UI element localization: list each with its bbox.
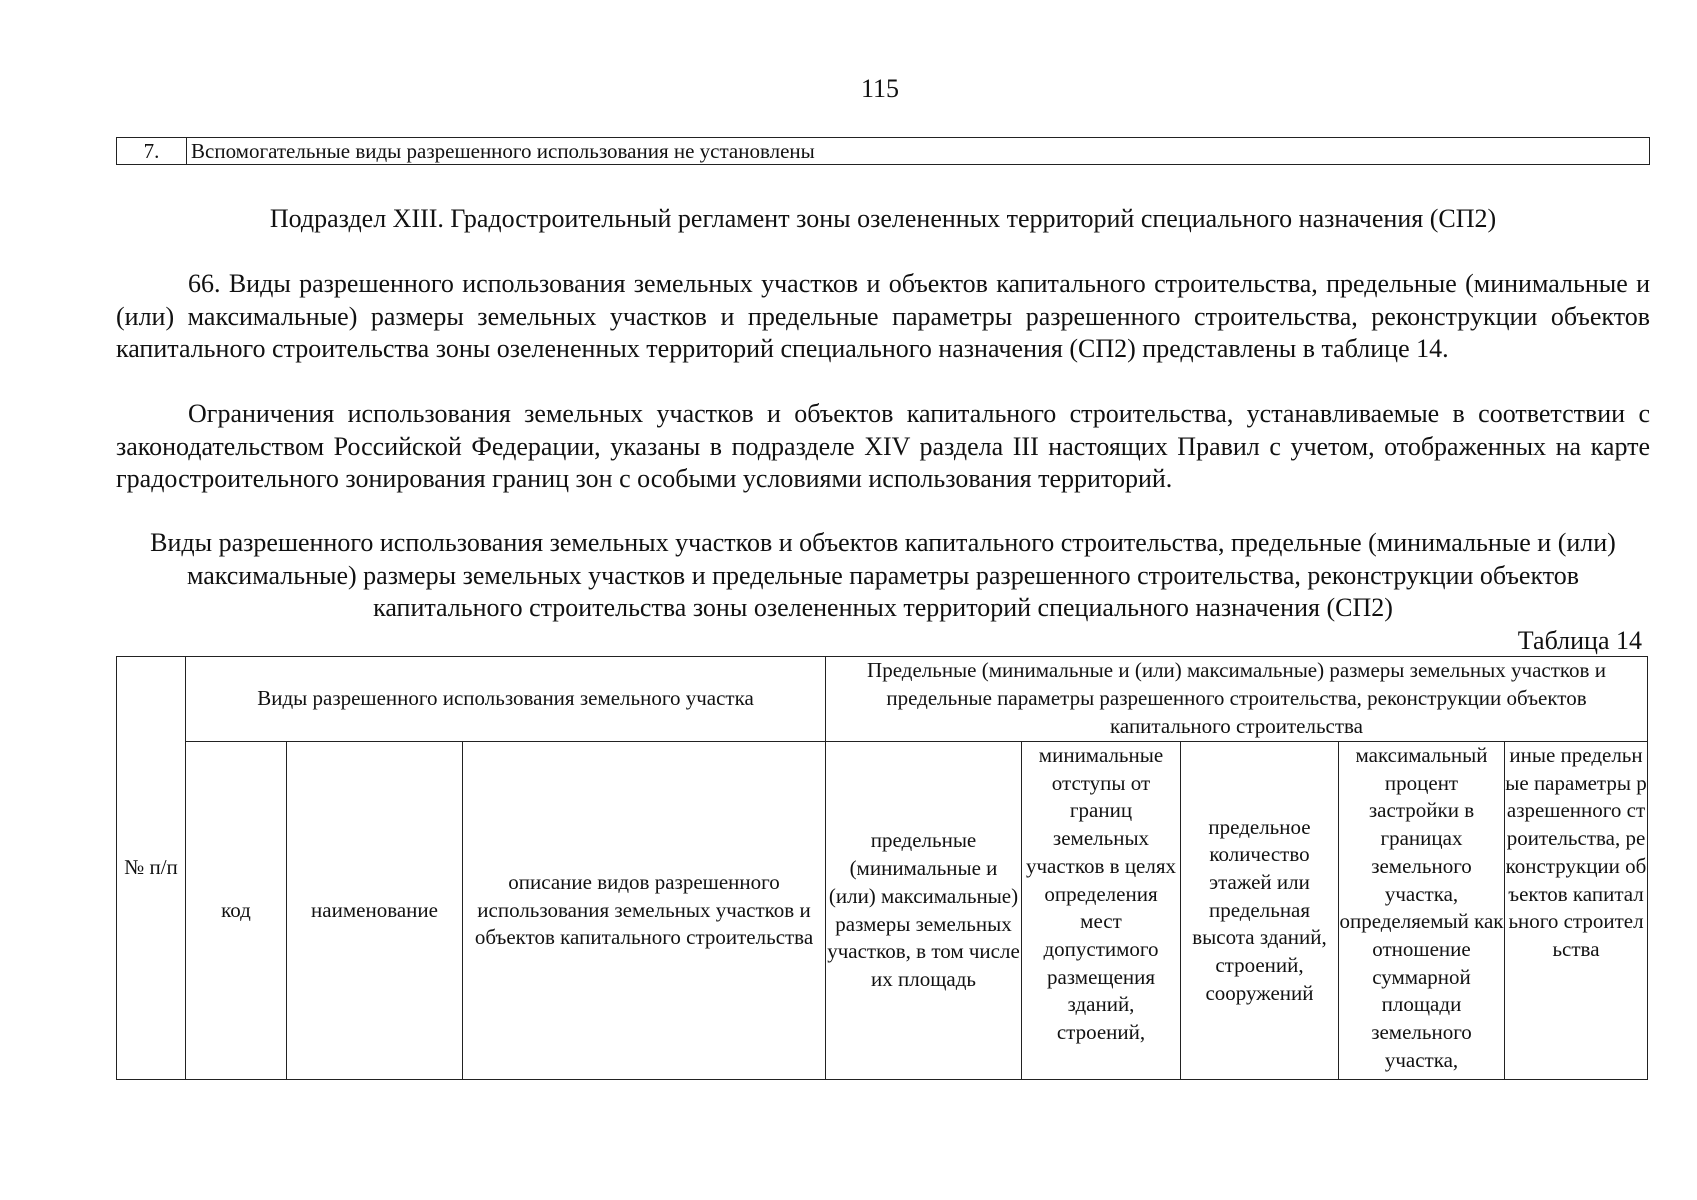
- header-number-text: № п/п: [124, 855, 178, 880]
- row-text: Вспомогательные виды разрешенного использования не установлены: [187, 138, 1650, 165]
- header-limits-group-text: Предельные (минимальные и (или) максимальные) размеры земельных участков и предельные параметры разрешенного строительства, реконструкции объектов капитального строительства: [867, 658, 1606, 738]
- header-limits-group: [826, 657, 1648, 742]
- header-name-text: наименование: [311, 897, 438, 922]
- header-setbacks-text: минимальные отступы от границ земельных участков в целях определения мест допустимого размещения зданий, строений,: [1025, 743, 1177, 1045]
- header-code: [186, 742, 287, 1080]
- page-number: 115: [860, 74, 900, 103]
- header-coverage: [1339, 742, 1505, 1080]
- paragraph-restrictions: [116, 398, 1650, 496]
- header-sizes: [826, 742, 1022, 1080]
- paragraph-66: [116, 268, 1650, 366]
- table-header-row: [117, 742, 1648, 1080]
- table-row: [117, 138, 1650, 165]
- header-name: [287, 742, 463, 1080]
- zoning-table: [116, 656, 1648, 1080]
- continued-table: [116, 137, 1650, 165]
- header-setbacks: [1022, 742, 1181, 1080]
- subsection-title: Подраздел XIII. Градостроительный регламент зоны озелененных территорий специального назначения (СП2): [269, 204, 1497, 233]
- header-uses-group-text: Виды разрешенного использования земельного участка: [257, 686, 754, 711]
- header-number: [117, 657, 186, 1080]
- header-code-text: код: [221, 897, 251, 922]
- header-uses-group: [186, 657, 826, 742]
- paragraph-66-text: 66. Виды разрешенного использования земельных участков и объектов капитального строительства, предельные (минимальные и (или) максимальные) размеры земельных участков и предельные параметры разрешенного строительства, реконструкции объектов капитального строительства зоны озелененных территорий специального назначения (СП2) представлены в таблице 14.: [116, 269, 1650, 363]
- header-coverage-text: максимальный процент застройки в границах земельного участка, определяемый как отношение суммарной площади земельного участка,: [1339, 743, 1504, 1072]
- header-sizes-text: предельные (минимальные и (или) максимальные) размеры земельных участков, в том числе их площадь: [827, 828, 1020, 991]
- table-header-row: [117, 657, 1648, 742]
- paragraph-restrictions-text: Ограничения использования земельных участков и объектов капитального строительства, устанавливаемые в соответствии с законодательством Российской Федерации, указаны в подразделе XIV раздела III настоящих Правил с учетом, отображенных на карте градостроительного зонирования границ зон с особыми условиями использования территорий.: [116, 399, 1650, 493]
- header-floors: [1181, 742, 1339, 1080]
- header-floors-text: предельное количество этажей или предельная высота зданий, строений, сооружений: [1192, 814, 1327, 1005]
- header-other: [1505, 742, 1648, 1080]
- row-number: 7.: [117, 138, 187, 165]
- header-description: [463, 742, 826, 1080]
- header-other-text: иные предельные параметры разрешенного строительства, реконструкции объектов капитального строительства: [1505, 743, 1647, 961]
- table-label: Таблица 14: [1517, 626, 1642, 655]
- header-description-text: описание видов разрешенного использования земельных участков и объектов капитального строительства: [474, 869, 814, 950]
- table-caption: Виды разрешенного использования земельных участков и объектов капитального строительства, предельные (минимальные и (или) максимальные) размеры земельных участков и предельные параметры разрешенного строительства, реконструкции объектов капитального строительства зоны озелененных территорий специального назначения (СП2): [150, 528, 1616, 622]
